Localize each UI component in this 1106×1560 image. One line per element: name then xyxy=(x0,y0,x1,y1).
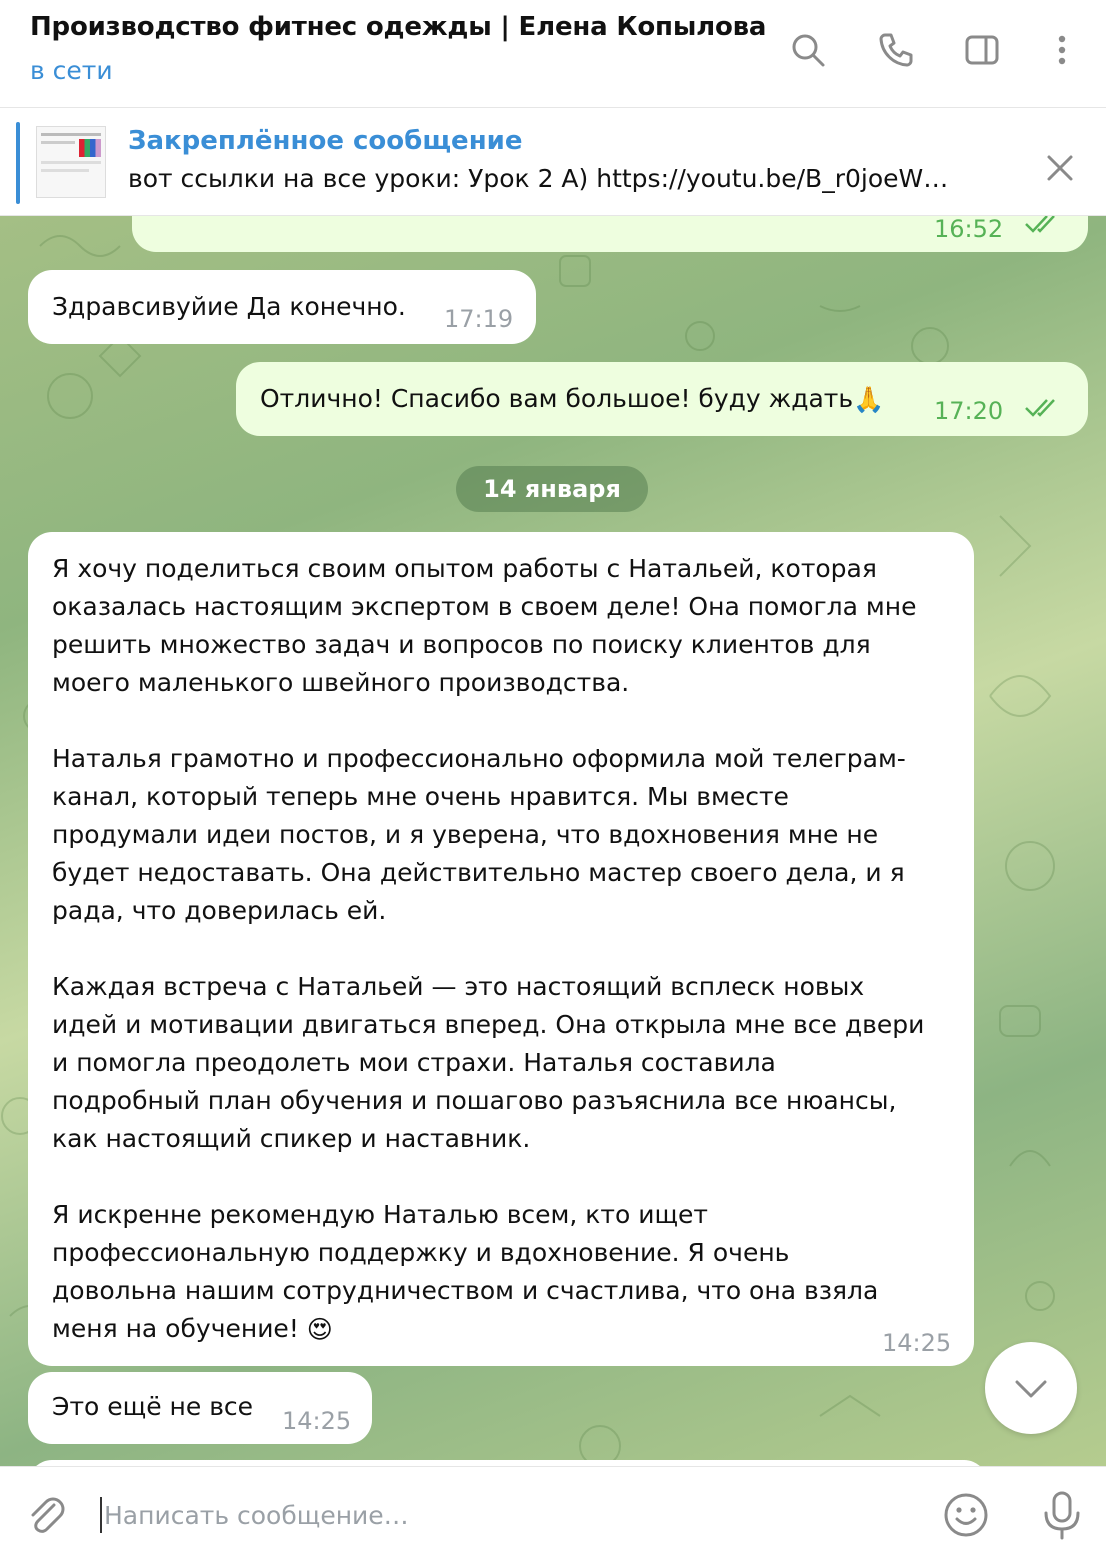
date-separator: 14 января xyxy=(456,466,648,512)
message-text: Это ещё не все xyxy=(52,1392,254,1421)
pinned-accent-bar xyxy=(16,122,20,204)
message-bubble-outgoing[interactable] xyxy=(236,362,1088,436)
message-time: 17:20 xyxy=(934,397,1004,425)
double-check-icon xyxy=(1024,396,1064,418)
sidebar-toggle-icon[interactable] xyxy=(958,26,1006,74)
chat-title[interactable]: Производство фитнес одежды | Елена Копылова xyxy=(30,12,767,42)
message-text: Отлично! Спасибо вам большое! буду ждать xyxy=(260,384,854,413)
message-text-wrap xyxy=(260,380,884,419)
message-text-wrap xyxy=(52,550,962,1349)
pinned-text: вот ссылки на все уроки: Урок 2 А) https://youtu.be/B_r0joeW… xyxy=(128,164,949,193)
message-bubble-outgoing[interactable] xyxy=(132,216,1088,252)
chat-messages-area[interactable] xyxy=(0,216,1106,1466)
text-caret xyxy=(100,1497,102,1533)
scroll-to-bottom-button[interactable] xyxy=(985,1342,1077,1434)
paperclip-icon[interactable] xyxy=(20,1489,72,1541)
message-composer xyxy=(0,1466,1106,1560)
message-time: 16:52 xyxy=(934,216,1004,243)
emoji-icon[interactable] xyxy=(940,1489,992,1541)
message-bubble-incoming[interactable] xyxy=(28,270,536,344)
message-text: Я хочу поделиться своим опытом работы с Натальей, которая оказалась настоящим экспертом в своем деле! Она помогла мне решить множество задач и вопросов по поиску клиентов для моего маленького швейного производства. Наталья грамотно и профессионально оформила мой телеграм- канал, который теперь мне очень нравится. Мы вместе продумали идеи постов, и я уверена, что вдохновения мне не будет недоставать. Она действительно мастер своего дела, и я рада, что доверилась ей. Каждая встреча с Натальей — это настоящий всплеск новых идей и мотивации двигаться вперед. Она открыла мне все двери и помогла преодолеть мои страхи. Наталья составила подробный план обучения и пошагово разъяснила все нюансы, как настоящий спикер и наставник. Я искренне рекомендую Наталью всем, кто ищет профессиональную поддержку и вдохновение. Я очень довольна нашим сотрудничеством и счастлива, что она взяла меня на обучение! xyxy=(52,554,925,1343)
double-check-icon xyxy=(1024,216,1064,234)
pinned-message-bar[interactable] xyxy=(0,108,1106,216)
microphone-icon[interactable] xyxy=(1036,1487,1088,1543)
message-input[interactable] xyxy=(104,1493,904,1537)
message-bubble-incoming[interactable] xyxy=(28,1372,372,1444)
pray-emoji: 🙏 xyxy=(853,385,885,414)
chevron-down-icon xyxy=(1011,1368,1051,1408)
phone-icon[interactable] xyxy=(872,26,920,74)
chat-status: в сети xyxy=(30,56,113,85)
close-icon[interactable] xyxy=(1036,144,1084,192)
more-vertical-icon[interactable] xyxy=(1038,26,1086,74)
message-bubble-incoming[interactable] xyxy=(28,532,974,1366)
search-icon[interactable] xyxy=(784,26,832,74)
chat-header xyxy=(0,0,1106,108)
message-time: 14:25 xyxy=(282,1407,352,1435)
message-time: 17:19 xyxy=(444,305,514,333)
message-text: Здравсивуйие Да конечно. xyxy=(52,292,406,321)
pinned-thumbnail xyxy=(36,126,106,198)
message-time: 14:25 xyxy=(882,1329,952,1357)
heart-eyes-emoji: 😍 xyxy=(306,1315,333,1344)
pinned-title: Закреплённое сообщение xyxy=(128,126,523,156)
